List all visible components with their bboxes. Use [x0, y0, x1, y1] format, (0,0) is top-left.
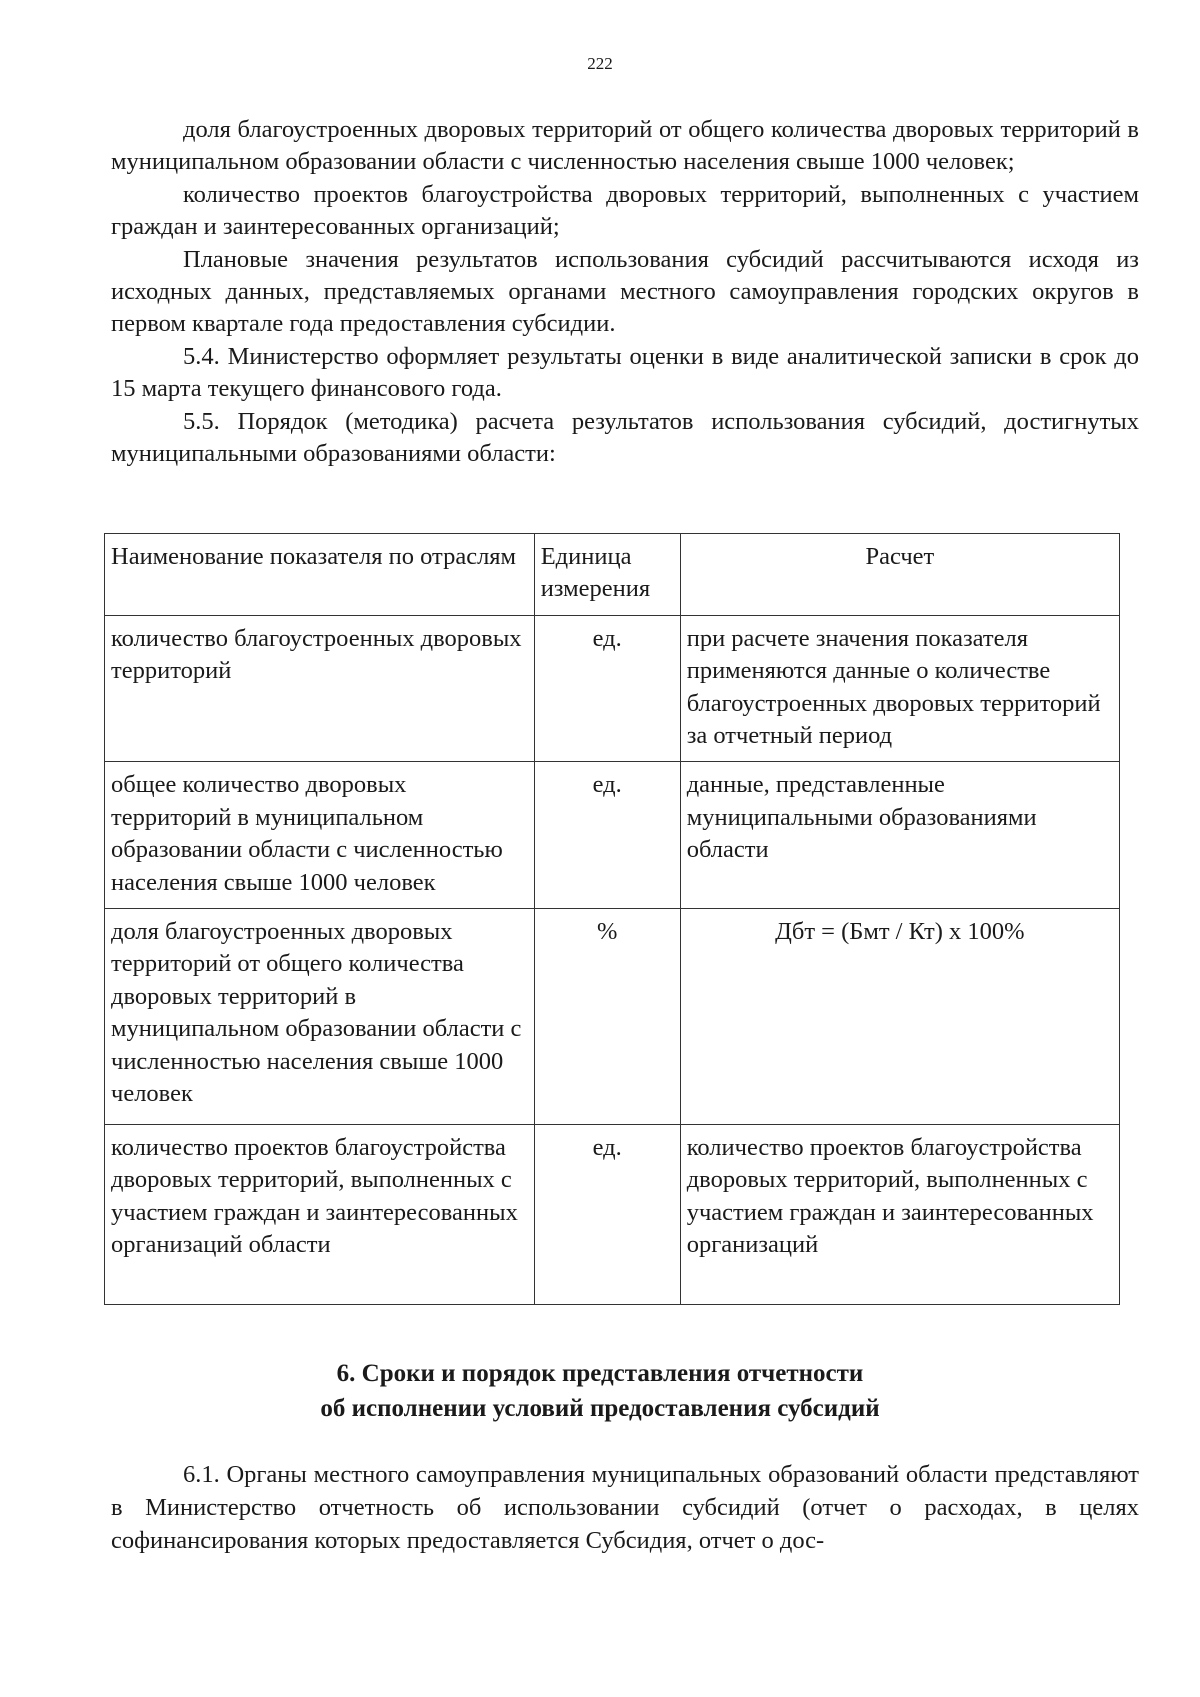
cell-calculation: данные, представленные муниципальными образованиями области [680, 762, 1119, 909]
cell-indicator: доля благоустроенных дворовых территорий от общего количества дворовых территорий в муниципальном образовании области с численностью населения свыше 1000 человек [105, 909, 535, 1125]
cell-calculation: количество проектов благоустройства дворовых территорий, выполненных с участием граждан и заинтересованных организаций [680, 1125, 1119, 1305]
table-row [105, 909, 1120, 1125]
cell-calculation: Дбт = (Бмт / Кт) х 100% [680, 909, 1119, 1125]
cell-unit: ед. [534, 615, 680, 762]
cell-unit: ед. [534, 762, 680, 909]
paragraph: количество проектов благоустройства дворовых территорий, выполненных с участием граждан и заинтересованных организаций; [111, 180, 1139, 241]
table-header-row [105, 534, 1120, 616]
paragraph: 5.4. Министерство оформляет результаты оценки в виде аналитической записки в срок до 15 марта текущего финансового года. [111, 342, 1139, 403]
paragraph: доля благоустроенных дворовых территорий от общего количества дворовых территорий в муниципальном образовании области с численностью населения свыше 1000 человек; [111, 116, 1139, 176]
paragraph: 5.5. Порядок (методика) расчета результатов использования субсидий, достигнутых муниципальными образованиями области: [111, 407, 1139, 468]
table-row [105, 615, 1120, 762]
paragraph: Плановые значения результатов использования субсидий рассчитываются исходя из исходных данных, представляемых органами местного самоуправления городских округов в первом квартале года предоставления субсидии. [111, 245, 1139, 338]
cell-unit: % [534, 909, 680, 1125]
section-6-title [0, 1356, 1200, 1426]
section-title-line: 6. Сроки и порядок представления отчетности [336, 1360, 864, 1387]
section-6-body [111, 1458, 1139, 1557]
section-title-line: об исполнении условий предоставления субсидий [320, 1395, 880, 1422]
table-row [105, 762, 1120, 909]
paragraph: 6.1. Органы местного самоуправления муниципальных образований области представляют в Министерство отчетность об использовании субсидий (отчет о расходах, в целях софинансирования которых предоставляется Субсидия, отчет о дос- [111, 1461, 1139, 1554]
header-unit: Единица измерения [534, 534, 680, 616]
header-calculation: Расчет [680, 534, 1119, 616]
cell-indicator: количество проектов благоустройства дворовых территорий, выполненных с участием граждан и заинтересованных организаций области [105, 1125, 535, 1305]
page-number: 222 [587, 54, 613, 73]
cell-unit: ед. [534, 1125, 680, 1305]
cell-indicator: общее количество дворовых территорий в муниципальном образовании области с численностью населения свыше 1000 человек [105, 762, 535, 909]
indicators-table [104, 533, 1120, 1305]
table-row [105, 1125, 1120, 1305]
header-indicator: Наименование показателя по отраслям [105, 534, 535, 616]
cell-indicator: количество благоустроенных дворовых территорий [105, 615, 535, 762]
cell-calculation: при расчете значения показателя применяются данные о количестве благоустроенных дворовых территорий за отчетный период [680, 615, 1119, 762]
intro-text [111, 114, 1139, 470]
